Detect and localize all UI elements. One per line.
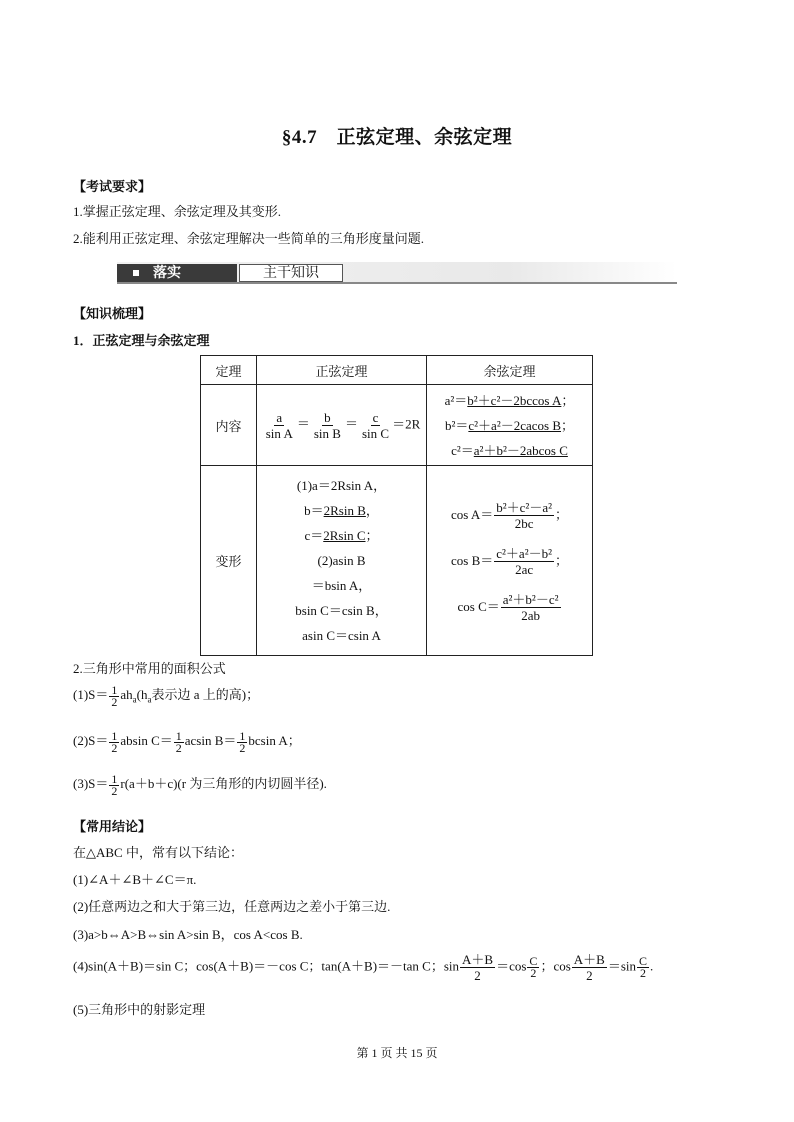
- formula-line: bsin C＝csin B，: [295, 603, 388, 618]
- requirement-item: 2.能利用正弦定理、余弦定理解决一些简单的三角形度量问题.: [73, 231, 425, 246]
- conclusion-item: (5)三角形中的射影定理: [73, 1002, 206, 1017]
- table-header: 余弦定理: [427, 356, 593, 385]
- conclusion-intro: 在△ABC 中，常有以下结论：: [73, 845, 243, 860]
- area-formula-1: (1)S＝ $\frac{1}{2}$ $ah_a(h_a$表示边 a 上的高)；: [73, 682, 260, 709]
- banner-rule: [117, 282, 677, 284]
- section-heading: 2.三角形中常用的面积公式: [73, 661, 226, 676]
- formula-line: (1)a＝2Rsin A，: [296, 478, 387, 493]
- fraction: $\frac{b}{\text{sin B}}$: [313, 409, 341, 441]
- banner-dark-text: 落实: [153, 265, 181, 281]
- area-formula-3: (3)S＝ $\frac{1}{2}$ r(a＋b＋c)(r 为三角形的内切圆半径).: [73, 771, 327, 798]
- formula-line: ＝bsin A，: [311, 578, 372, 593]
- knowledge-heading: 【知识梳理】: [73, 306, 152, 321]
- row-label-content: 内容: [201, 385, 257, 466]
- conclusion-item: (2)任意两边之和大于第三边，任意两边之差小于第三边.: [73, 899, 391, 914]
- fraction: $\frac{c}{\text{sin C}}$: [361, 409, 390, 441]
- area-formula-2: (2)S＝ $\frac{1}{2}$ absin C＝ $\frac{1}{2}$ acsin B＝ $\frac{1}{2}$ bcsin A；: [73, 728, 301, 755]
- page-title: §4.7 正弦定理、余弦定理: [281, 127, 513, 148]
- conclusions-heading: 【常用结论】: [73, 819, 152, 834]
- formula-line: asin C＝csin A: [302, 628, 381, 643]
- sine-law-transform: [257, 466, 427, 656]
- section-banner: [117, 262, 677, 284]
- sine-law-content: $\frac{a}{\text{sin A}}$ ＝ $\frac{b}{\text{sin B}}$ ＝ $\frac{c}{\text{sin C}}$ ＝2R: [257, 385, 427, 466]
- conclusion-item: (3)a>b⇔A>B⇔sin A>sin B，cos A<cos B.: [73, 927, 303, 942]
- formula-line: cos B＝ $\frac{\text{c²＋a²－b²}}{2ac}$ ；: [450, 546, 568, 578]
- formula-line: (2)asin B: [317, 553, 366, 568]
- formula-line: cos A＝ $\frac{\text{b²＋c²－a²}}{2bc}$ ；: [450, 500, 568, 532]
- theorem-table: [200, 355, 593, 656]
- section-heading: 1．正弦定理与余弦定理: [73, 333, 210, 348]
- banner-dark-label: [117, 264, 237, 282]
- square-bullet-icon: [133, 270, 139, 276]
- formula-line: c＝2Rsin C；: [304, 528, 379, 543]
- fraction: $\frac{a}{\text{sin A}}$: [265, 409, 293, 441]
- conclusion-item: (1)∠A＋∠B＋∠C＝π.: [73, 872, 197, 887]
- table-header: 定理: [201, 356, 257, 385]
- conclusion-item: (4)sin(A＋B)＝sin C；cos(A＋B)＝－cos C；tan(A＋B)＝－tan C；sin $\frac{A+B}{2}$ ＝cos $\frac{C}{2}$ ；cos $\frac{A+B}{2}$ ＝sin $\frac{C}{2}$ .: [73, 952, 654, 983]
- row-label-transform: 变形: [201, 466, 257, 656]
- banner-light-label: 主干知识: [239, 264, 343, 282]
- page-footer: 第 1 页 共 15 页: [356, 1046, 438, 1060]
- cosine-law-content: a²＝b²＋c²－2bccos A； b²＝c²＋a²－2cacos B； c²＝a²＋b²－2abcos C: [427, 385, 593, 466]
- formula-line: cos C＝ $\frac{\text{a²＋b²－c²}}{2ab}$: [457, 592, 559, 624]
- cosine-law-transform: [427, 466, 593, 656]
- formula-line: b＝2Rsin B，: [304, 503, 379, 518]
- requirements-heading: 【考试要求】: [73, 179, 152, 194]
- requirement-item: 1.掌握正弦定理、余弦定理及其变形.: [73, 204, 282, 219]
- table-header: 正弦定理: [257, 356, 427, 385]
